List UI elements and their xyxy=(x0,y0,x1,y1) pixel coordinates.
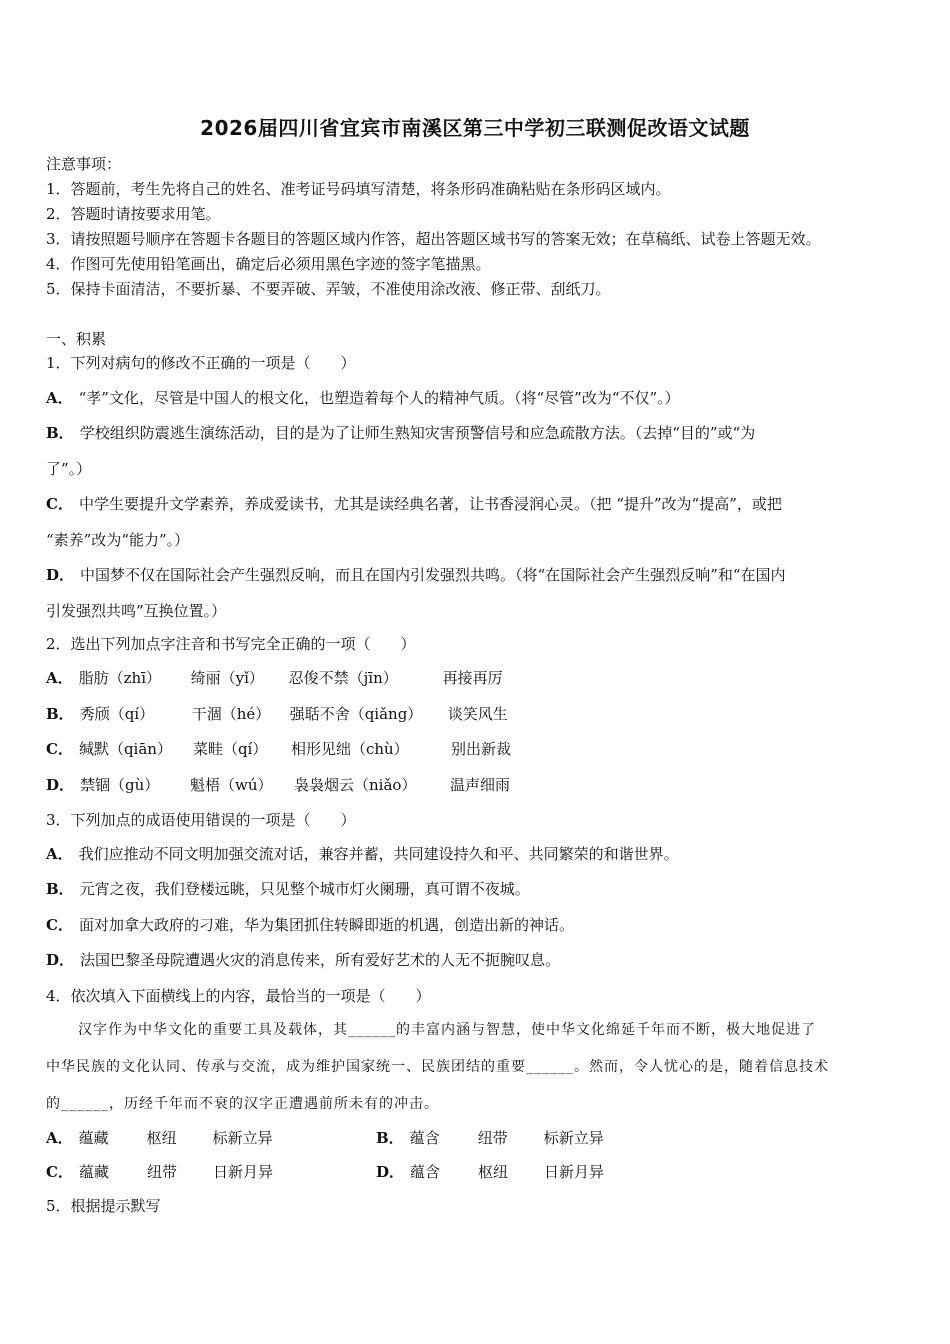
option-label: A． xyxy=(46,669,73,687)
option-cell: 蕴含 xyxy=(409,1129,440,1147)
option-cell: 缄默（qiān） xyxy=(78,740,172,758)
page-title: 2026届四川省宜宾市南溪区第三中学初三联测促改语文试题 xyxy=(200,116,750,140)
option-label: D． xyxy=(46,566,75,584)
q1-option-d xyxy=(46,564,786,585)
notice-item: 1．答题前，考生先将自己的姓名、准考证号码填写清楚，将条形码准确粘贴在条形码区域内。 xyxy=(46,180,671,198)
option-cell: 枢纽 xyxy=(146,1129,177,1147)
q2-option-d xyxy=(46,774,510,795)
option-cell: 秀颀（qí） xyxy=(79,705,155,723)
option-cell: 袅袅烟云（niǎo） xyxy=(294,776,417,794)
option-cell: 标新立异 xyxy=(543,1129,604,1147)
option-cell: 魁梧（wú） xyxy=(190,776,273,794)
q2-option-b xyxy=(46,703,508,724)
notice-heading: 注意事项： xyxy=(46,155,122,173)
q1-option-c xyxy=(46,493,782,514)
option-cell: 蕴含 xyxy=(410,1163,441,1181)
question-4-stem: 4．依次填入下面横线上的内容，最恰当的一项是（ ） xyxy=(46,987,431,1005)
q3-option-b xyxy=(46,878,530,899)
q3-option-d xyxy=(46,949,560,970)
option-label: D． xyxy=(46,776,75,794)
option-cell: 日新月异 xyxy=(212,1163,273,1181)
option-text: 学校组织防震逃生演练活动，目的是为了让师生熟知灾害预警信号和应急疏散方法。（去掉“目的”或“为 xyxy=(79,424,756,442)
option-text: 中学生要提升文学素养，养成爱读书，尤其是读经典名著，让书香浸润心灵。（把 “提升”改为“提高”，或把 xyxy=(78,495,782,513)
q2-option-a xyxy=(46,667,503,688)
q1-option-c-cont: “素养”改为“能力”。） xyxy=(46,531,190,549)
q4-passage-line: 汉字作为中华文化的重要工具及载体，其______的丰富内涵与智慧，使中华文化绵延千年而不断，极大地促进了 xyxy=(78,1022,816,1038)
option-label: B． xyxy=(46,424,74,442)
question-2-stem: 2．选出下列加点字注音和书写完全正确的一项（ ） xyxy=(46,635,416,653)
option-label: A． xyxy=(46,845,73,863)
q1-option-d-cont: 引发强烈共鸣”互换位置。） xyxy=(46,602,227,620)
option-label: B． xyxy=(46,880,74,898)
q4-option-d xyxy=(376,1161,604,1182)
option-text: 中国梦不仅在国际社会产生强烈反响，而且在国内引发强烈共鸣。（将“在国际社会产生强烈反响”和“在国内 xyxy=(80,566,786,584)
option-text: 我们应推动不同文明加强交流对话，兼容并蓄，共同建设持久和平、共同繁荣的和谐世界。 xyxy=(78,845,679,863)
notice-item: 4．作图可先使用铅笔画出，确定后必须用黑色字迹的签字笔描黑。 xyxy=(46,255,491,273)
option-cell: 菜畦（qí） xyxy=(192,740,268,758)
option-cell: 强聒不舍（qiǎng） xyxy=(289,705,423,723)
option-cell: 脂肪（zhī） xyxy=(78,669,162,687)
q4-option-b xyxy=(376,1127,604,1148)
option-cell: 纽带 xyxy=(477,1129,508,1147)
notice-item: 3．请按照题号顺序在答题卡各题目的答题区域内作答，超出答题区域书写的答案无效；在草稿纸、试卷上答题无效。 xyxy=(46,230,821,248)
option-cell: 蕴藏 xyxy=(78,1129,109,1147)
q3-option-c xyxy=(46,914,574,935)
q4-passage-line: 中华民族的文化认同、传承与交流，成为维护国家统一、民族团结的重要______。然而，令人忧心的是，随着信息技术 xyxy=(46,1059,829,1075)
option-cell: 禁锢（gù） xyxy=(80,776,160,794)
option-label: C． xyxy=(46,1163,73,1181)
question-5-stem: 5．根据提示默写 xyxy=(46,1197,161,1215)
option-cell: 干涸（hé） xyxy=(191,705,271,723)
option-cell: 谈笑风生 xyxy=(447,705,508,723)
option-label: D． xyxy=(376,1163,405,1181)
q4-option-a xyxy=(46,1127,273,1148)
option-text: 法国巴黎圣母院遭遇火灾的消息传来，所有爱好艺术的人无不扼腕叹息。 xyxy=(80,951,561,969)
option-cell: 绮丽（yǐ） xyxy=(190,669,264,687)
section-heading: 一、积累 xyxy=(46,330,107,348)
option-cell: 日新月异 xyxy=(544,1163,605,1181)
option-label: B． xyxy=(376,1129,404,1147)
q3-option-a xyxy=(46,843,679,864)
question-3-stem: 3．下列加点的成语使用错误的一项是（ ） xyxy=(46,811,356,829)
option-text: “孝”文化，尽管是中国人的根文化，也塑造着每个人的精神气质。（将“尽管”改为“不仅”。） xyxy=(78,389,680,407)
q1-option-b-cont: 了”。） xyxy=(46,460,92,478)
option-cell: 相形见绌（chù） xyxy=(290,740,409,758)
option-cell: 温声细雨 xyxy=(450,776,511,794)
question-1-stem: 1．下列对病句的修改不正确的一项是（ ） xyxy=(46,354,356,372)
option-label: A． xyxy=(46,389,73,407)
q1-option-a xyxy=(46,387,680,408)
option-cell: 标新立异 xyxy=(212,1129,273,1147)
option-text: 元宵之夜，我们登楼远眺，只见整个城市灯火阑珊，真可谓不夜城。 xyxy=(79,880,530,898)
option-label: C． xyxy=(46,495,73,513)
option-label: A． xyxy=(46,1129,73,1147)
option-cell: 枢纽 xyxy=(478,1163,509,1181)
option-cell: 蕴藏 xyxy=(78,1163,109,1181)
option-cell: 别出新裁 xyxy=(450,740,511,758)
option-cell: 纽带 xyxy=(146,1163,177,1181)
option-cell: 再接再厉 xyxy=(442,669,503,687)
option-cell: 忍俊不禁（jīn） xyxy=(288,669,398,687)
q4-passage-line: 的______，历经千年而不衰的汉字正遭遇前所未有的冲击。 xyxy=(46,1096,439,1112)
q1-option-b xyxy=(46,422,755,443)
q4-option-c xyxy=(46,1161,273,1182)
q2-option-c xyxy=(46,738,511,759)
option-label: C． xyxy=(46,740,73,758)
notice-item: 5．保持卡面清洁，不要折暴、不要弄破、弄皱，不准使用涂改液、修正带、刮纸刀。 xyxy=(46,280,611,298)
option-label: C． xyxy=(46,916,73,934)
notice-item: 2．答题时请按要求用笔。 xyxy=(46,205,221,223)
option-label: B． xyxy=(46,705,74,723)
option-label: D． xyxy=(46,951,75,969)
option-text: 面对加拿大政府的刁难，华为集团抓住转瞬即逝的机遇，创造出新的神话。 xyxy=(78,916,574,934)
